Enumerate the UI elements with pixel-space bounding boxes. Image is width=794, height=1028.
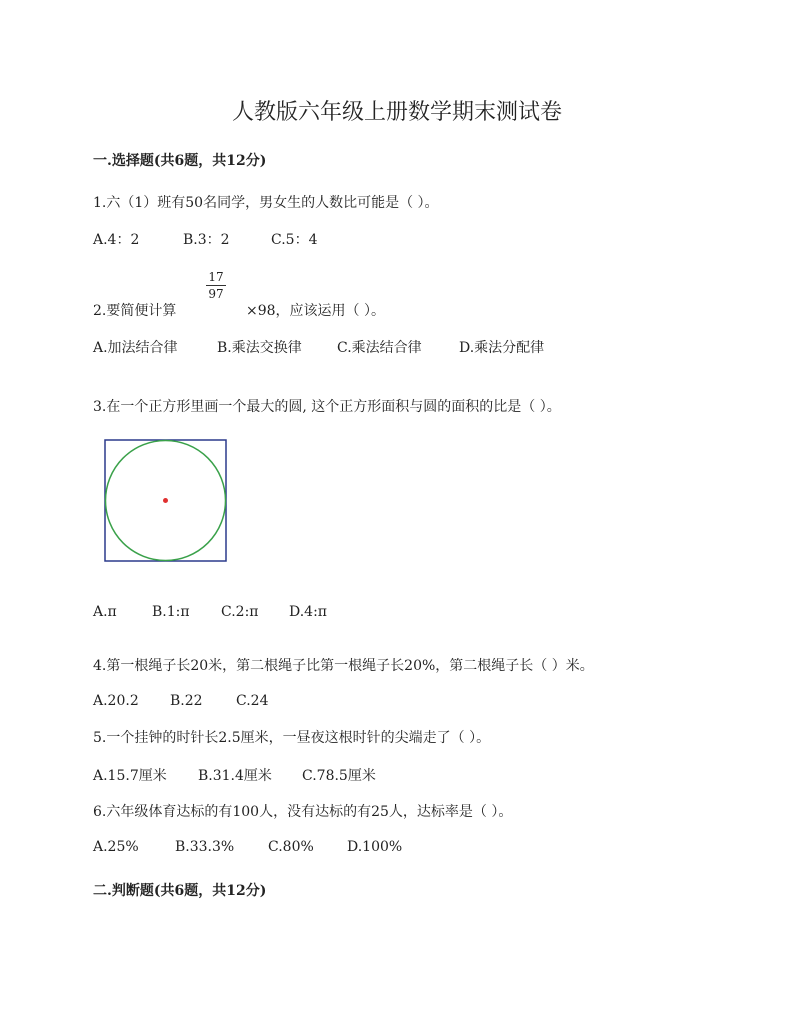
q1-option-a: A.4：2 [93,232,140,248]
q3-option-d: D.4:π [289,604,328,620]
q4-option-b: B.22 [170,693,203,709]
q6-option-a: A.25% [93,839,139,855]
question-6: 6.六年级体育达标的有100人，没有达标的有25人，达标率是（ ）。 [93,804,513,820]
q5-option-a: A.15.7厘米 [93,768,167,784]
q2-option-a: A.加法结合律 [93,340,178,356]
q1-option-b: B.3：2 [183,232,230,248]
square-circle-figure [104,439,228,569]
q3-option-a: A.π [93,604,117,620]
fraction-bar [206,285,226,286]
question-4: 4.第一根绳子长20米，第二根绳子比第一根绳子长20%，第二根绳子长（ ）米。 [93,658,594,674]
q3-option-c: C.2:π [221,604,259,620]
q1-option-c: C.5：4 [271,232,318,248]
q4-option-c: C.24 [236,693,269,709]
question-3: 3.在一个正方形里画一个最大的圆, 这个正方形面积与圆的面积的比是（ ）。 [93,399,561,415]
section-heading-judgement: 二.判断题(共6题，共12分) [93,883,267,899]
question-2-text-after: ×98，应该运用（ ）。 [246,303,385,319]
question-2-text: 2.要简便计算 [93,303,177,319]
q6-option-d: D.100% [347,839,403,855]
q2-option-b: B.乘法交换律 [217,340,302,356]
fraction-numerator: 17 [208,270,224,284]
page-title: 人教版六年级上册数学期末测试卷 [231,100,562,125]
fraction-17-97 [206,270,226,301]
q2-option-d: D.乘法分配律 [459,340,545,356]
fraction-denominator: 97 [208,287,224,301]
q6-option-b: B.33.3% [175,839,235,855]
q3-option-b: B.1:π [152,604,190,620]
q4-option-a: A.20.2 [93,693,139,709]
question-5: 5.一个挂钟的时针长2.5厘米，一昼夜这根时针的尖端走了（ ）。 [93,730,491,746]
q5-option-c: C.78.5厘米 [302,768,376,784]
circle-center-dot [163,498,168,503]
q2-option-c: C.乘法结合律 [337,340,422,356]
q5-option-b: B.31.4厘米 [198,768,272,784]
question-1: 1.六（1）班有50名同学，男女生的人数比可能是（ ）。 [93,195,439,211]
section-heading-choice: 一.选择题(共6题，共12分) [93,153,267,169]
q6-option-c: C.80% [268,839,314,855]
